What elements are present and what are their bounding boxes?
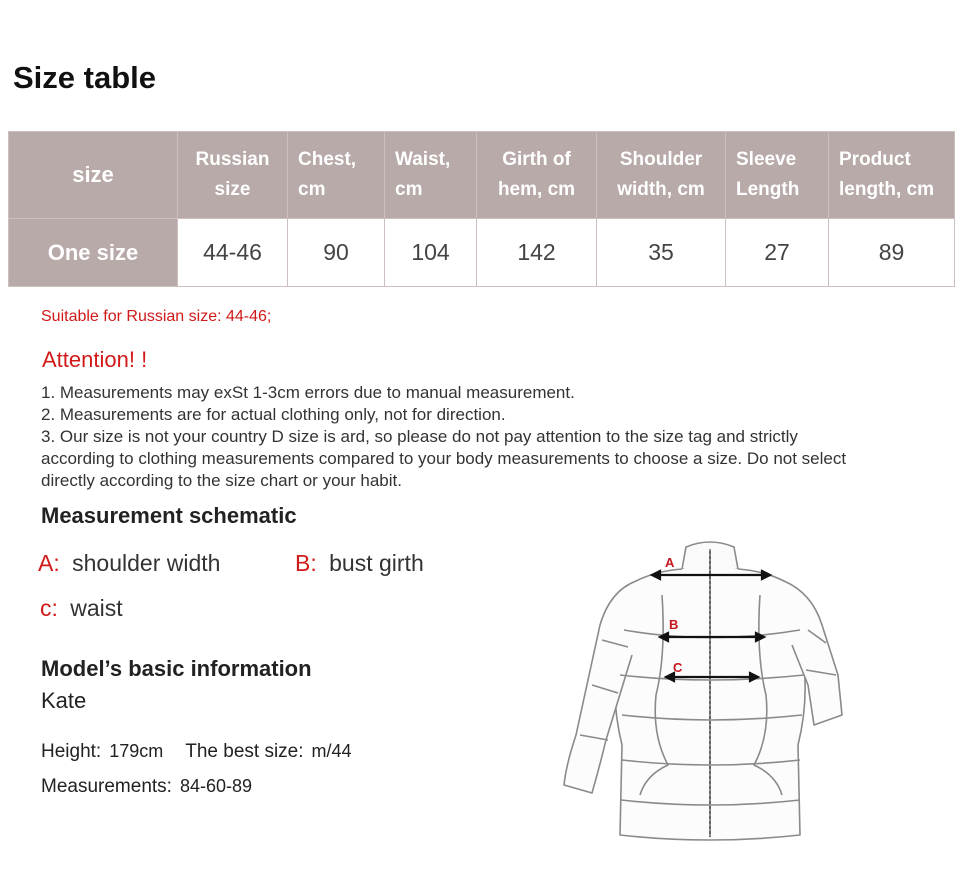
header-line: length, cm xyxy=(839,179,935,200)
note-line: directly according to the size chart or your habit. xyxy=(41,471,402,490)
header-line: cm xyxy=(395,179,423,200)
best-size-label: The best size: xyxy=(185,741,304,762)
page-title: Size table xyxy=(13,60,156,95)
best-size-value: m/44 xyxy=(311,741,352,761)
legend-shoulder-width xyxy=(38,550,220,577)
table-row xyxy=(9,219,955,287)
header-waist xyxy=(385,132,477,219)
header-line: Length xyxy=(736,179,800,200)
attention-notes xyxy=(41,382,946,492)
row-label: One size xyxy=(9,219,178,287)
table-header-row xyxy=(9,132,955,219)
cell-shoulder-width: 35 xyxy=(597,219,726,287)
size-table xyxy=(8,131,955,287)
legend-label: bust girth xyxy=(329,550,424,576)
cell-product-length: 89 xyxy=(829,219,955,287)
height-value: 179cm xyxy=(109,741,164,761)
attention-title: Attention! ! xyxy=(42,347,148,372)
note-line: according to clothing measurements compared to your body measurements to choose a size. Do not select xyxy=(41,449,847,468)
legend-key: c: xyxy=(40,595,58,621)
legend-label: shoulder width xyxy=(72,550,221,576)
suitable-size-note: Suitable for Russian size: 44-46; xyxy=(41,308,272,325)
model-info-title: Model’s basic information xyxy=(41,656,312,681)
header-girth-of-hem xyxy=(477,132,597,219)
cell-russian-size: 44-46 xyxy=(178,219,288,287)
header-line: Waist, xyxy=(395,149,451,170)
cell-waist: 104 xyxy=(385,219,477,287)
note-line: 3. Our size is not your country D size is ard, so please do not pay attention to the size tag and strictly xyxy=(41,427,798,446)
header-line: Girth of xyxy=(502,149,571,170)
header-sleeve-length xyxy=(726,132,829,219)
marker-b: B xyxy=(669,617,679,632)
header-line: Shoulder xyxy=(619,149,703,170)
legend-bust-girth xyxy=(295,550,424,577)
header-line: width, cm xyxy=(617,179,705,200)
marker-c: C xyxy=(673,660,683,675)
legend-label: waist xyxy=(70,595,123,621)
header-russian-size xyxy=(178,132,288,219)
header-line: hem, cm xyxy=(497,179,576,200)
header-shoulder-width xyxy=(597,132,726,219)
header-line: Sleeve xyxy=(736,149,797,170)
header-line: size xyxy=(214,179,251,200)
cell-girth-of-hem: 142 xyxy=(477,219,597,287)
coat-schematic-illustration xyxy=(556,535,856,845)
header-chest xyxy=(288,132,385,219)
header-line: Chest, xyxy=(298,149,357,170)
measurements-label: Measurements: xyxy=(41,776,172,797)
model-name: Kate xyxy=(41,688,87,713)
legend-waist xyxy=(40,595,123,622)
legend-key: A: xyxy=(38,550,60,576)
header-size xyxy=(9,132,178,219)
note-line: 2. Measurements are for actual clothing only, not for direction. xyxy=(41,405,506,424)
note-line: 1. Measurements may exSt 1-3cm errors due to manual measurement. xyxy=(41,383,575,402)
header-product-length xyxy=(829,132,955,219)
model-measurements-line xyxy=(41,776,252,798)
header-line: cm xyxy=(298,179,326,200)
measurements-value: 84-60-89 xyxy=(179,776,253,796)
header-line: Russian xyxy=(195,149,270,170)
legend-key: B: xyxy=(295,550,317,576)
header-line: Product xyxy=(839,149,911,170)
schematic-title: Measurement schematic xyxy=(41,503,297,528)
cell-sleeve-length: 27 xyxy=(726,219,829,287)
header-size-label: size xyxy=(72,162,114,187)
marker-a: A xyxy=(665,555,675,570)
model-height-line xyxy=(41,741,352,763)
height-label: Height: xyxy=(41,741,102,762)
cell-chest: 90 xyxy=(288,219,385,287)
